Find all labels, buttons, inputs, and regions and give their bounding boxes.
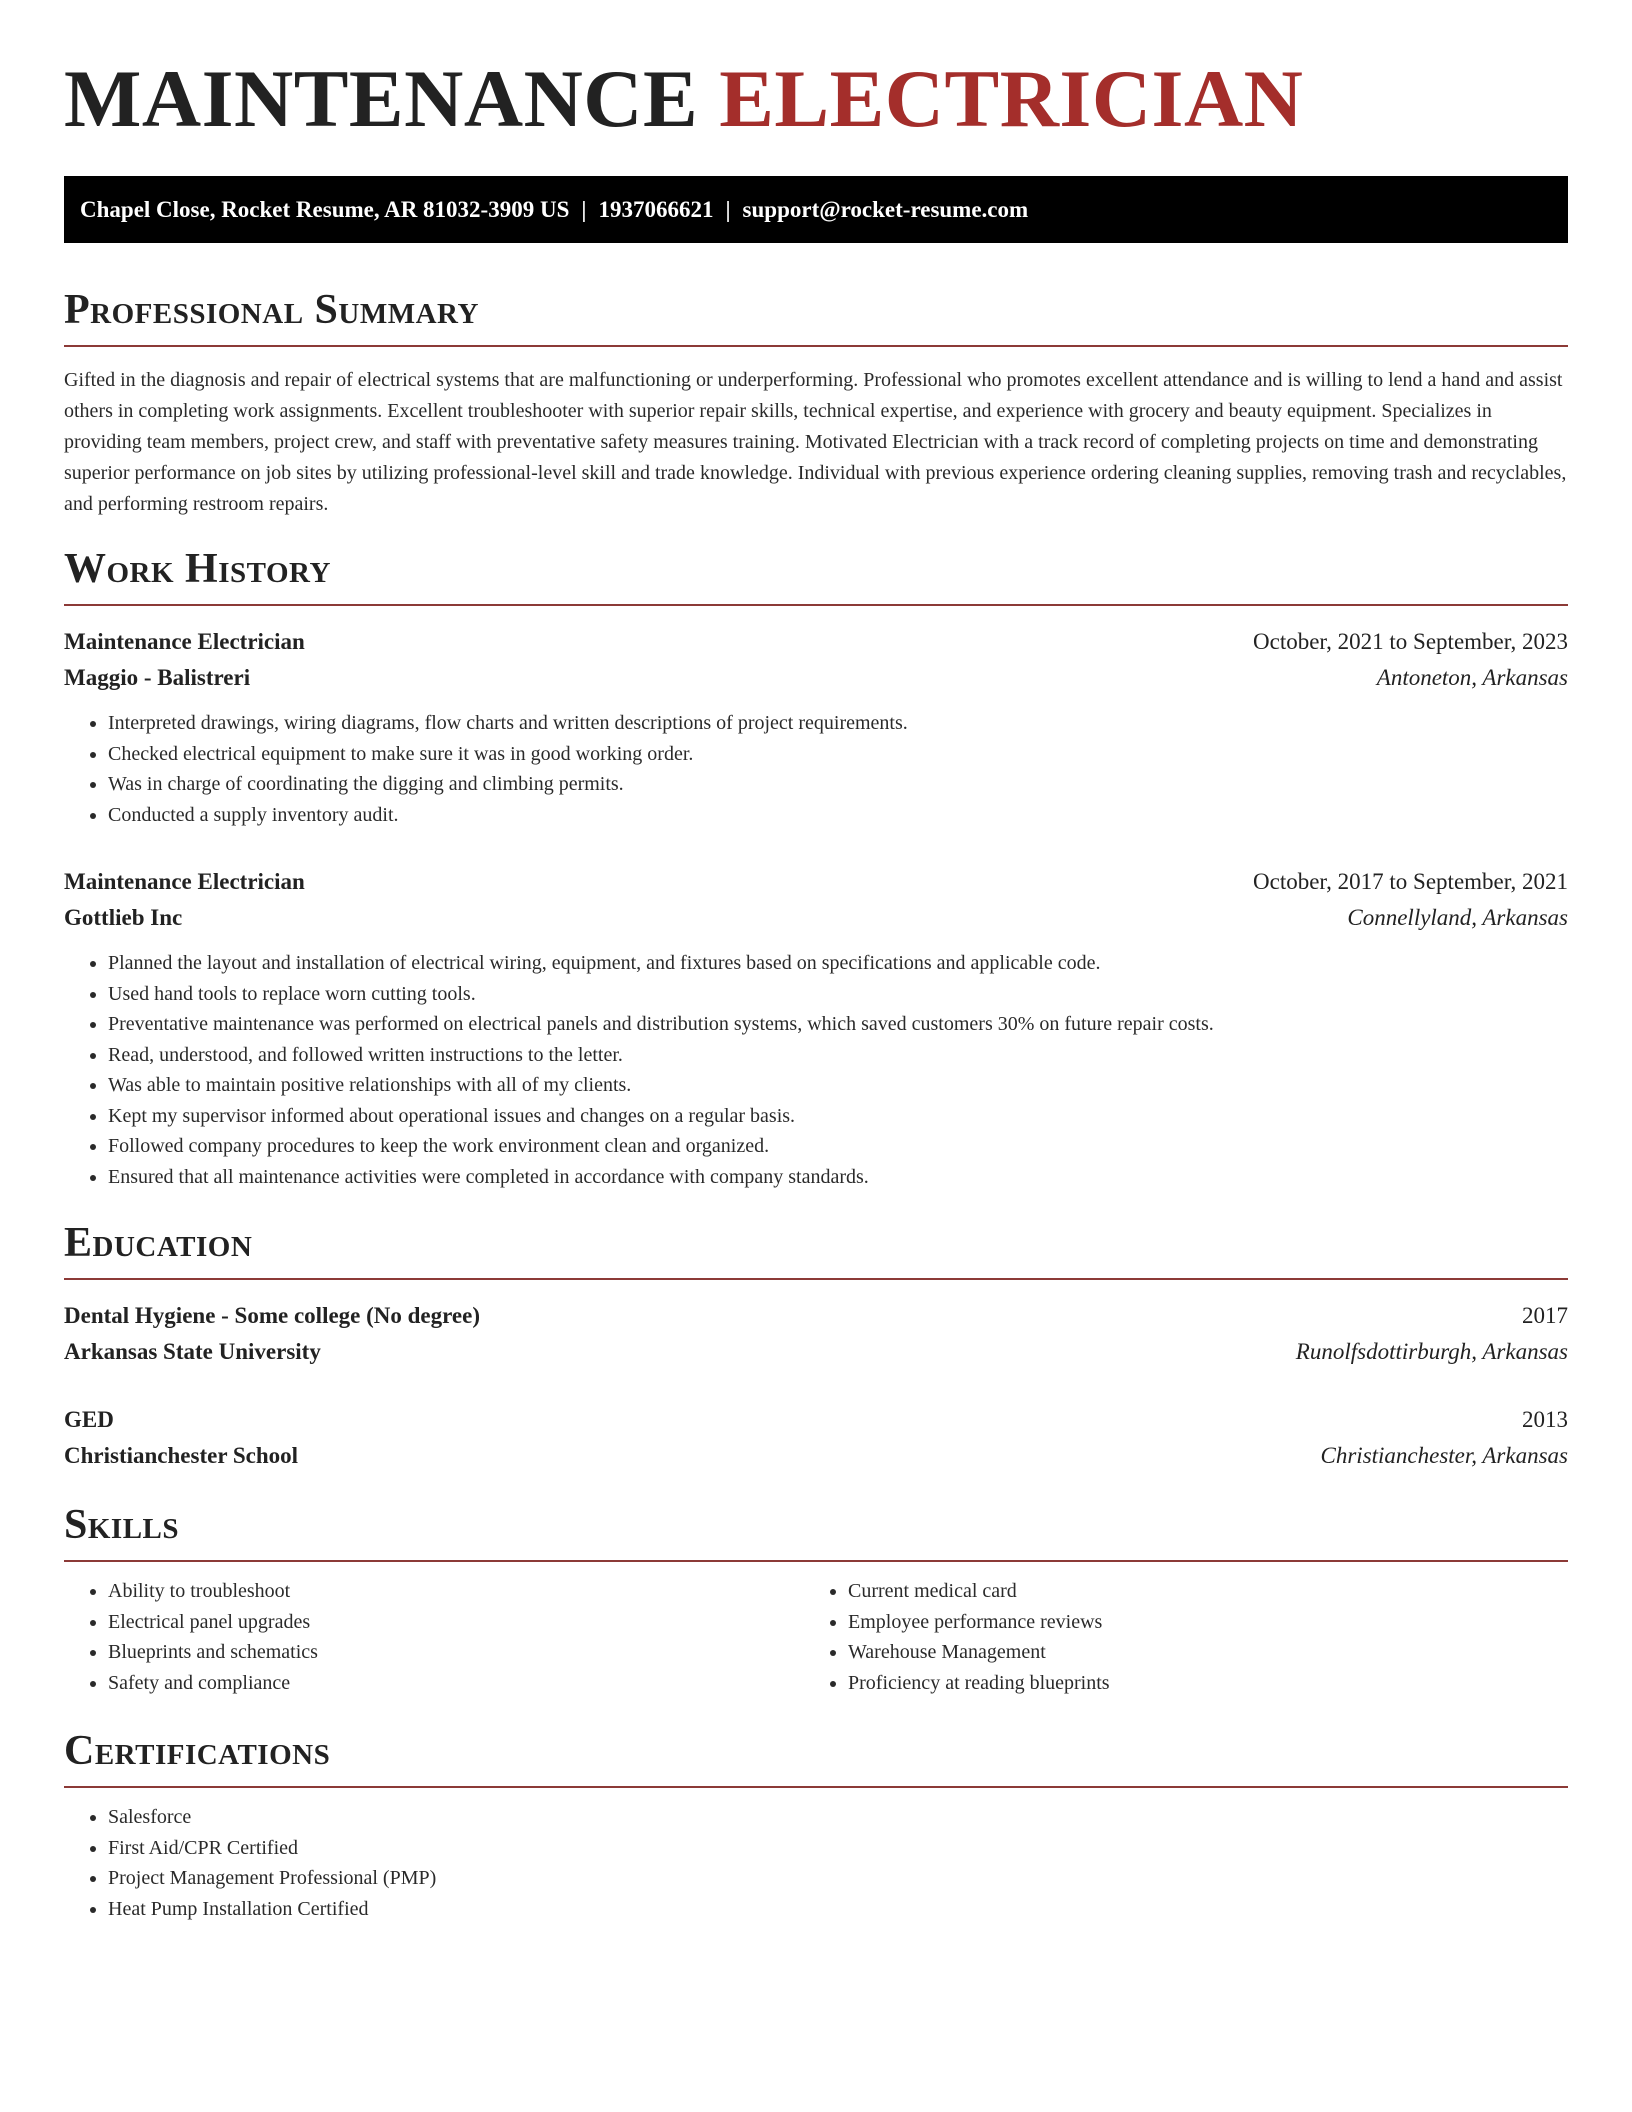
skills-column-right xyxy=(804,1576,1110,1698)
job-dates: October, 2017 to September, 2021 xyxy=(1253,869,1568,894)
job-bullets xyxy=(64,708,1568,830)
skill-item: • Warehouse Management xyxy=(848,1637,1110,1668)
education-header-row xyxy=(64,1402,1568,1438)
skills-list xyxy=(64,1576,1568,1702)
certification-item: • Heat Pump Installation Certified xyxy=(108,1894,1568,1925)
job-bullet: • Followed company procedures to keep the work environment clean and organized. xyxy=(108,1131,1568,1162)
job-bullet: • Planned the layout and installation of electrical wiring, equipment, and fixtures based on specifications and applicable code. xyxy=(108,948,1568,979)
job-bullet: • Read, understood, and followed written instructions to the letter. xyxy=(108,1040,1568,1071)
job-company-row xyxy=(64,660,1568,696)
job-header-row xyxy=(64,624,1568,660)
job-bullet: • Kept my supervisor informed about operational issues and changes on a regular basis. xyxy=(108,1101,1568,1132)
job-location: Antoneton, Arkansas xyxy=(1376,665,1568,690)
education-entry xyxy=(64,1402,1568,1474)
education-degree: Dental Hygiene - Some college (No degree) xyxy=(64,1303,481,1328)
summary-heading: Professional Summary xyxy=(64,287,479,333)
job-bullet: • Interpreted drawings, wiring diagrams, flow charts and written descriptions of project requirements. xyxy=(108,708,1568,739)
job-dates: October, 2021 to September, 2023 xyxy=(1253,629,1568,654)
skill-item: • Employee performance reviews xyxy=(848,1607,1110,1638)
job-title: Maintenance Electrician xyxy=(64,869,305,894)
section-divider xyxy=(64,1278,1568,1280)
skill-item: • Current medical card xyxy=(848,1576,1110,1607)
job-company: Gottlieb Inc xyxy=(64,905,183,930)
job-bullet: • Checked electrical equipment to make sure it was in good working order. xyxy=(108,739,1568,770)
certification-item: • Salesforce xyxy=(108,1802,1568,1833)
certification-item: • Project Management Professional (PMP) xyxy=(108,1863,1568,1894)
job-bullet: • Preventative maintenance was performed on electrical panels and distribution systems, which saved customers 30% on future repair costs. xyxy=(108,1009,1568,1040)
contact-separator: | xyxy=(725,197,731,222)
job-company-row xyxy=(64,900,1568,936)
education-degree: GED xyxy=(64,1407,114,1432)
section-divider xyxy=(64,1560,1568,1562)
job-company: Maggio - Balistreri xyxy=(64,665,251,690)
education-year: 2017 xyxy=(1522,1303,1568,1328)
section-divider xyxy=(64,1786,1568,1788)
resume-name xyxy=(64,0,1568,148)
education-school-row xyxy=(64,1334,1568,1370)
certifications-heading: Certifications xyxy=(64,1728,331,1774)
section-divider xyxy=(64,345,1568,347)
contact-bar xyxy=(64,176,1568,243)
job-entry xyxy=(64,864,1568,1192)
education-year: 2013 xyxy=(1522,1407,1568,1432)
work-history-heading: Work History xyxy=(64,546,331,592)
contact-email: support@rocket-resume.com xyxy=(742,197,1029,222)
job-title: Maintenance Electrician xyxy=(64,629,305,654)
job-entry xyxy=(64,624,1568,830)
skill-item: • Safety and compliance xyxy=(108,1668,318,1699)
education-header-row xyxy=(64,1298,1568,1334)
education-entry xyxy=(64,1298,1568,1370)
contact-address: Chapel Close, Rocket Resume, AR 81032-3909 US xyxy=(80,197,570,222)
education-school: Christianchester School xyxy=(64,1443,299,1468)
education-school-row xyxy=(64,1438,1568,1474)
contact-phone: 1937066621 xyxy=(598,197,714,222)
education-location: Runolfsdottirburgh, Arkansas xyxy=(1295,1339,1568,1364)
skills-heading: Skills xyxy=(64,1502,180,1548)
skill-item: • Electrical panel upgrades xyxy=(108,1607,318,1638)
job-bullet: • Ensured that all maintenance activities were completed in accordance with company standards. xyxy=(108,1162,1568,1193)
skill-item: • Blueprints and schematics xyxy=(108,1637,318,1668)
certifications-list xyxy=(64,1802,1568,1924)
job-bullet: • Used hand tools to replace worn cutting tools. xyxy=(108,979,1568,1010)
job-bullets xyxy=(64,948,1568,1192)
education-heading: Education xyxy=(64,1220,253,1266)
job-location: Connellyland, Arkansas xyxy=(1347,905,1568,930)
name-first: MAINTENANCE xyxy=(64,53,699,144)
resume-page xyxy=(64,0,1568,1924)
name-last: ELECTRICIAN xyxy=(719,53,1304,144)
job-bullet: • Was in charge of coordinating the digging and climbing permits. xyxy=(108,769,1568,800)
contact-separator: | xyxy=(581,197,587,222)
certification-item: • First Aid/CPR Certified xyxy=(108,1833,1568,1864)
job-header-row xyxy=(64,864,1568,900)
skill-item: • Proficiency at reading blueprints xyxy=(848,1668,1110,1699)
summary-text: Gifted in the diagnosis and repair of electrical systems that are malfunctioning or underperforming. Professional who promotes excellent attendance and is willing to lend a hand and assist others in completing work assignments. Excellent troubleshooter with superior repair skills, technical expertise, and experience with grocery and beauty equipment. Specializes in providing team members, project crew, and staff with preventative safety measures training. Motivated Electrician with a track record of completing projects on time and demonstrating superior performance on job sites by utilizing professional-level skill and trade knowledge. Individual with previous experience ordering cleaning supplies, removing trash and recyclables, and performing restroom repairs. xyxy=(64,369,1567,515)
skills-column-left xyxy=(64,1576,318,1698)
skill-item: • Ability to troubleshoot xyxy=(108,1576,318,1607)
job-bullet: • Was able to maintain positive relationships with all of my clients. xyxy=(108,1070,1568,1101)
job-bullet: • Conducted a supply inventory audit. xyxy=(108,800,1568,831)
education-location: Christianchester, Arkansas xyxy=(1320,1443,1568,1468)
section-divider xyxy=(64,604,1568,606)
education-school: Arkansas State University xyxy=(64,1339,321,1364)
